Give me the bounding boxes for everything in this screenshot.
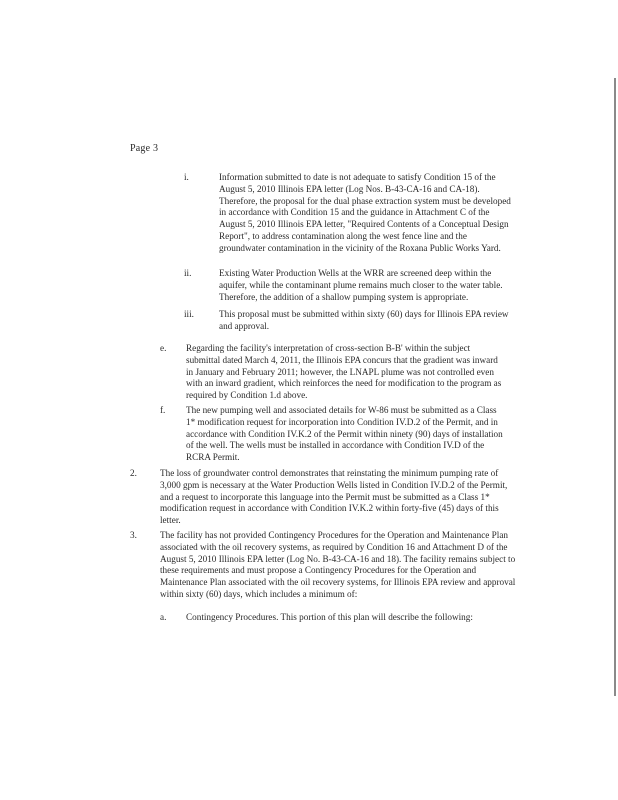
item-3-label: 3. <box>130 530 137 540</box>
item-ii-text: Existing Water Production Wells at the WRR are screened deep within the aquifer, while the contaminant plume remains much closer to the water table. Therefore, the addition of a shallow pumping system is appropriate. <box>219 268 503 302</box>
item-iii-label: iii. <box>184 309 194 319</box>
item-f-label: f. <box>160 405 166 415</box>
item-2-text: The loss of groundwater control demonstrates that reinstating the minimum pumping rate of 3,000 gpm is necessary at the Water Production Wells listed in Condition IV.D.2 of the Permit, and a request to incorporate this language into the Permit must be submitted as a Class 1* modification request in accordance with Condition IV.K.2 within forty-five (45) days of this letter. <box>160 468 508 526</box>
item-e-text: Regarding the facility's interpretation of cross-section B-B' within the subject submittal dated March 4, 2011, the Illinois EPA concurs that the gradient was inward in January and February 2011; however, the LNAPL plume was not controlled even with an inward gradient, which reinforces the need for modification to the program as required by Condition 1.d above. <box>186 343 502 401</box>
item-a-label: a. <box>160 612 167 622</box>
item-e-label: e. <box>160 343 167 353</box>
item-i-text: Information submitted to date is not adequate to satisfy Condition 15 of the August 5, 2010 Illinois EPA letter (Log Nos. B-43-CA-16 and CA-18). Therefore, the proposal for the dual phase extraction system must be developed in accordance with Condition 15 and the guidance in Attachment C of the August 5, 2010 Illinois EPA letter, "Required Contents of a Conceptual Design Report", to address contamination along the west fence line and the groundwater contamination in the vicinity of the Roxana Public Works Yard. <box>219 172 511 253</box>
item-i-label: i. <box>184 172 189 182</box>
item-a-text: Contingency Procedures. This portion of this plan will describe the following: <box>186 612 473 622</box>
scan-edge-line <box>614 78 616 696</box>
item-2-label: 2. <box>130 468 137 478</box>
item-ii-label: ii. <box>184 268 192 278</box>
page-number: Page 3 <box>130 143 159 154</box>
item-3-text: The facility has not provided Contingency Procedures for the Operation and Maintenance Plan associated with the oil recovery systems, as required by Condition 16 and Attachment D of the August 5, 2010 Illinois EPA letter (Log No. B-43-CA-16 and 18). The facility remains subject to these requirements and must propose a Contingency Procedures for the Operation and Maintenance Plan associated with the oil recovery systems, for Illinois EPA review and approval within sixty (60) days, which includes a minimum of: <box>160 530 516 599</box>
item-iii-text: This proposal must be submitted within sixty (60) days for Illinois EPA review and approval. <box>219 309 509 331</box>
item-f-text: The new pumping well and associated details for W-86 must be submitted as a Class 1* modification request for incorporation into Condition IV.D.2 of the Permit, and in accordance with Condition IV.K.2 of the Permit within ninety (90) days of installation of the well. The wells must be installed in accordance with Condition IV.D of the RCRA Permit. <box>186 405 503 463</box>
